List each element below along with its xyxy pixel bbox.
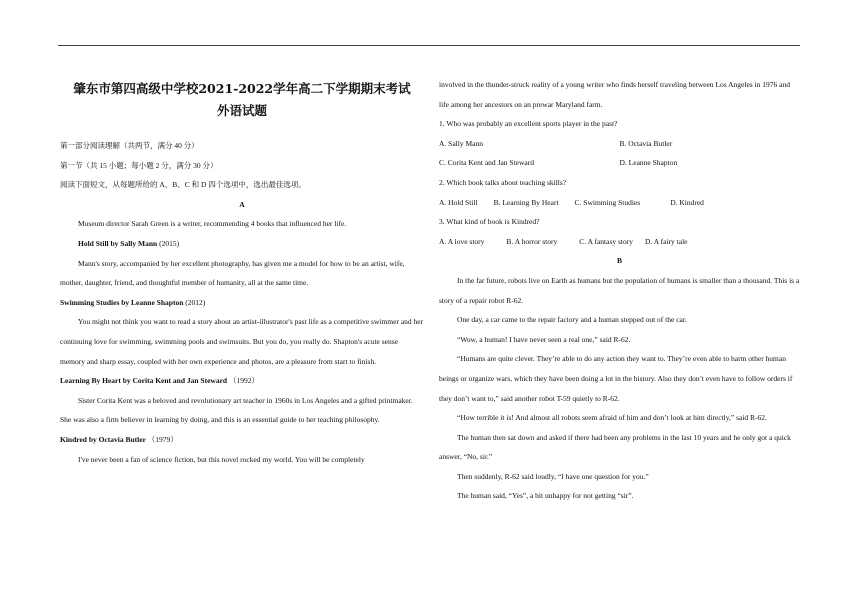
exam-title-line2: 外语试题 (216, 103, 267, 118)
q1-option-c: C. Corita Kent and Jan Steward (439, 158, 534, 168)
right-column (439, 75, 800, 506)
question-1: 1. Who was probably an excellent sports player in the past? (439, 119, 618, 129)
book3-title: Learning By Heart by Corita Kent and Jan Steward (60, 376, 228, 386)
top-rule (58, 45, 800, 46)
q2-options (439, 193, 800, 213)
q3-option-a: A. A love story (439, 236, 485, 246)
book1-text: Mann's story, accompanied by her excellent photography, has given me a model for how to be an artist, wife, mother, daughter, friend, and thoughtful member of humanity, all at the same time. (60, 258, 405, 288)
book4-text: I've never been a fan of science fiction, but this novel rocked my world. You will be completely (78, 454, 365, 464)
passage-b-paragraph-5: “How terrible it is! And almost all robots seem afraid of him and don’t look at him directly,” said R-62. (457, 413, 767, 423)
q1-options-row2 (439, 153, 800, 173)
exam-title-line1: 肇东市第四高级中学校2021-2022学年高二下学期期末考试 (73, 81, 411, 96)
q3-option-b: B. A horror story (506, 236, 558, 246)
book4-heading (60, 430, 424, 450)
question-3: 3. What kind of book is Kindred? (439, 217, 540, 227)
book3-year: （1992） (227, 376, 259, 386)
passage-b-paragraph-6: The human then sat down and asked if there had been any problems in the last 10 years and he only got a quick answer, “No, sir.” (439, 432, 791, 462)
passage-b-paragraph-3: “Wow, a human! I have never seen a real one,” said R-62. (457, 334, 631, 344)
passage-b-paragraph-8: The human said, “Yes”, a bit unhappy for not getting “sir”. (457, 491, 634, 501)
q3-option-d: D. A fairy tale (645, 236, 688, 246)
book4-continuation: involved in the thunder-struck reality of a young writer who finds herself traveling between Los Angeles in 1976 and life among her ancestors on an prewar Maryland farm. (439, 80, 791, 109)
passage-a-label: A (239, 199, 245, 209)
passage-b-paragraph-2: One day, a car came to the repair factory and a human stepped out of the car. (457, 315, 687, 325)
question-2: 2. Which book talks about teaching skills? (439, 177, 567, 187)
book3-text: Sister Corita Kent was a beloved and revolutionary art teacher in 1960s in Los Angeles and a gifted printmaker. She was also a firm believer in learning by doing, and this is an essential guide to her teaching philosophy. (60, 395, 413, 425)
part1-heading: 第一部分阅读理解（共两节，满分 40 分） (60, 141, 199, 150)
book1-title: Hold Still by Sally Mann (78, 238, 158, 248)
book2-text: You might not think you want to read a story about an artist-illustrator's past life as a competitive swimmer and her continuing love for swimming, swimming pools and swimsuits. But you do, you really do. Shapton's acute sense memory and sharp essay, coupled with her own experience and photos, are a pleasure from start to finish. (60, 317, 424, 366)
instruction: 阅读下面短文，从每题所给的 A、B、C 和 D 四个选项中，选出最佳选项。 (60, 180, 306, 190)
book1-year: (2015) (157, 238, 180, 248)
passage-b-paragraph-4: “Humans are quite clever. They’re able to do any action they want to. They’re even able to harm other human beings or organize wars, which they have been doing a lot in the history. Also they don’t even have to follow orders if they don’t want to,” said another robot T-59 quietly to R-62. (439, 354, 793, 403)
q1-option-b: B. Octavia Butler (619, 138, 673, 148)
left-column (60, 72, 424, 469)
book1-heading (60, 234, 424, 254)
q2-option-c: C. Swimming Studies (574, 197, 641, 207)
book3-heading (60, 371, 424, 391)
q2-option-d: D. Kindred (670, 197, 704, 207)
passage-b-paragraph-7: Then suddenly, R-62 said loudly, “I have one question for you.” (457, 471, 649, 481)
q2-option-b: B. Learning By Heart (493, 197, 559, 207)
section1-heading: 第一节（共 15 小题；每小题 2 分，满分 30 分） (60, 160, 218, 170)
q1-option-a: A. Sally Mann (439, 138, 483, 148)
q1-options-row1 (439, 134, 800, 154)
q2-option-a: A. Hold Still (439, 197, 478, 207)
passage-a-intro: Museum director Sarah Green is a writer, recommending 4 books that influenced her life. (78, 219, 347, 229)
q3-options (439, 232, 800, 252)
book2-title: Swimming Studies by Leanne Shapton (60, 297, 184, 307)
book2-heading (60, 293, 424, 313)
q1-option-d: D. Leanne Shapton (619, 158, 678, 168)
passage-b-paragraph-1: In the far future, robots live on Earth as humans but the population of humans is smaller than a thousand. This is a story of a repair robot R-62. (439, 275, 800, 305)
book2-year: (2012) (183, 297, 206, 307)
book4-title: Kindred by Octavia Butler (60, 434, 146, 444)
book4-year: （1979） (145, 434, 178, 444)
q3-option-c: C. A fantasy story (579, 236, 634, 246)
passage-b-label: B (616, 256, 622, 266)
